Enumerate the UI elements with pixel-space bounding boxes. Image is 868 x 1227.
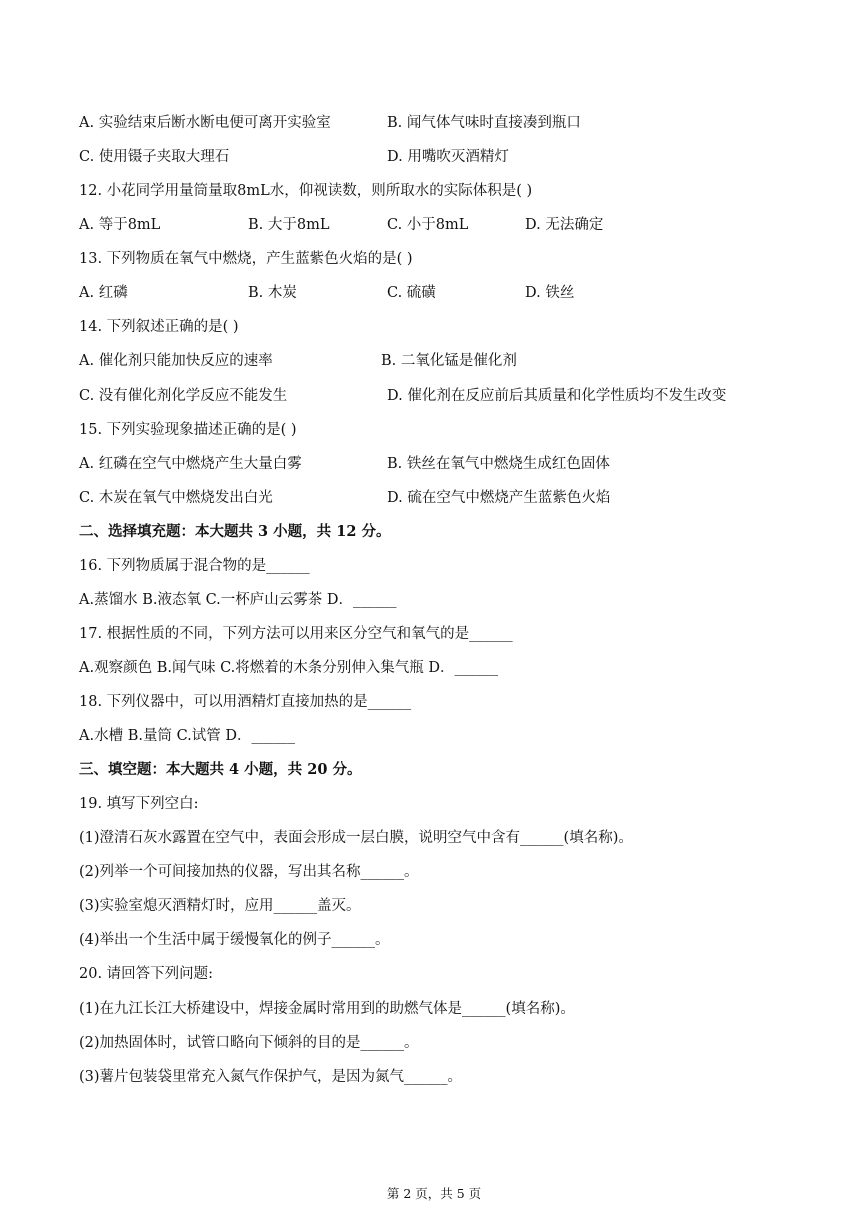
q11-option-d: D. 用嘴吹灭酒精灯 [387, 149, 509, 165]
q12-stem: 12. 小花同学用量筒量取8mL水，仰视读数，则所取水的实际体积是( ) [79, 183, 533, 199]
q14-option-d: D. 催化剂在反应前后其质量和化学性质均不发生改变 [387, 388, 727, 404]
section-3-heading: 三、填空题：本大题共 4 小题，共 20 分。 [79, 761, 362, 778]
page-footer: 第 2 页，共 5 页 [386, 1186, 482, 1201]
q16-options: A.蒸馏水 B.液态氧 C.一杯庐山云雾茶 D．______ [79, 592, 397, 608]
q12-option-d: D. 无法确定 [525, 217, 604, 233]
q14-option-c: C. 没有催化剂化学反应不能发生 [79, 388, 288, 404]
q13-option-c: C. 硫磺 [387, 285, 436, 301]
section-2-heading: 二、选择填充题：本大题共 3 小题，共 12 分。 [79, 523, 391, 540]
q15-stem: 15. 下列实验现象描述正确的是( ) [79, 422, 297, 438]
q15-option-c: C. 木炭在氧气中燃烧发出白光 [79, 490, 273, 506]
q19-part-1: (1)澄清石灰水露置在空气中，表面会形成一层白膜，说明空气中含有______(填名称)。 [79, 830, 633, 846]
q13-option-b: B. 木炭 [248, 285, 297, 301]
q19-part-3: (3)实验室熄灭酒精灯时，应用______盖灭。 [79, 898, 361, 914]
q14-stem: 14. 下列叙述正确的是( ) [79, 319, 239, 335]
q18-stem: 18. 下列仪器中，可以用酒精灯直接加热的是______ [79, 694, 412, 710]
q13-option-d: D. 铁丝 [525, 285, 575, 301]
q12-option-a: A. 等于8mL [79, 217, 161, 233]
q20-part-2: (2)加热固体时，试管口略向下倾斜的目的是______。 [79, 1035, 419, 1051]
q12-option-b: B. 大于8mL [248, 217, 330, 233]
q19-part-2: (2)列举一个可间接加热的仪器，写出其名称______。 [79, 864, 419, 880]
q15-option-d: D. 硫在空气中燃烧产生蓝紫色火焰 [387, 490, 611, 506]
q11-option-c: C. 使用镊子夹取大理石 [79, 149, 230, 165]
q14-option-b: B. 二氧化锰是催化剂 [381, 353, 517, 369]
q19-part-4: (4)举出一个生活中属于缓慢氧化的例子______。 [79, 932, 390, 948]
q13-option-a: A. 红磷 [79, 285, 128, 301]
q19-stem: 19. 填写下列空白: [79, 796, 199, 812]
q20-part-3: (3)薯片包装袋里常充入氮气作保护气，是因为氮气______。 [79, 1069, 463, 1085]
q14-option-a: A. 催化剂只能加快反应的速率 [79, 353, 273, 369]
q11-option-a: A. 实验结束后断水断电便可离开实验室 [79, 115, 331, 131]
q18-options: A.水槽 B.量筒 C.试管 D．______ [79, 728, 295, 744]
q15-option-b: B. 铁丝在氧气中燃烧生成红色固体 [387, 456, 610, 472]
q20-stem: 20. 请回答下列问题: [79, 966, 214, 982]
q17-stem: 17. 根据性质的不同，下列方法可以用来区分空气和氧气的是______ [79, 626, 513, 642]
q12-option-c: C. 小于8mL [387, 217, 469, 233]
q20-part-1: (1)在九江长江大桥建设中，焊接金属时常用到的助燃气体是______(填名称)。 [79, 1001, 575, 1017]
q13-stem: 13. 下列物质在氧气中燃烧，产生蓝紫色火焰的是( ) [79, 251, 413, 267]
q15-option-a: A. 红磷在空气中燃烧产生大量白雾 [79, 456, 302, 472]
q11-option-b: B. 闻气体气味时直接凑到瓶口 [387, 115, 581, 131]
q17-options: A.观察颜色 B.闻气味 C.将燃着的木条分别伸入集气瓶 D．______ [79, 660, 498, 676]
q16-stem: 16. 下列物质属于混合物的是______ [79, 558, 310, 574]
